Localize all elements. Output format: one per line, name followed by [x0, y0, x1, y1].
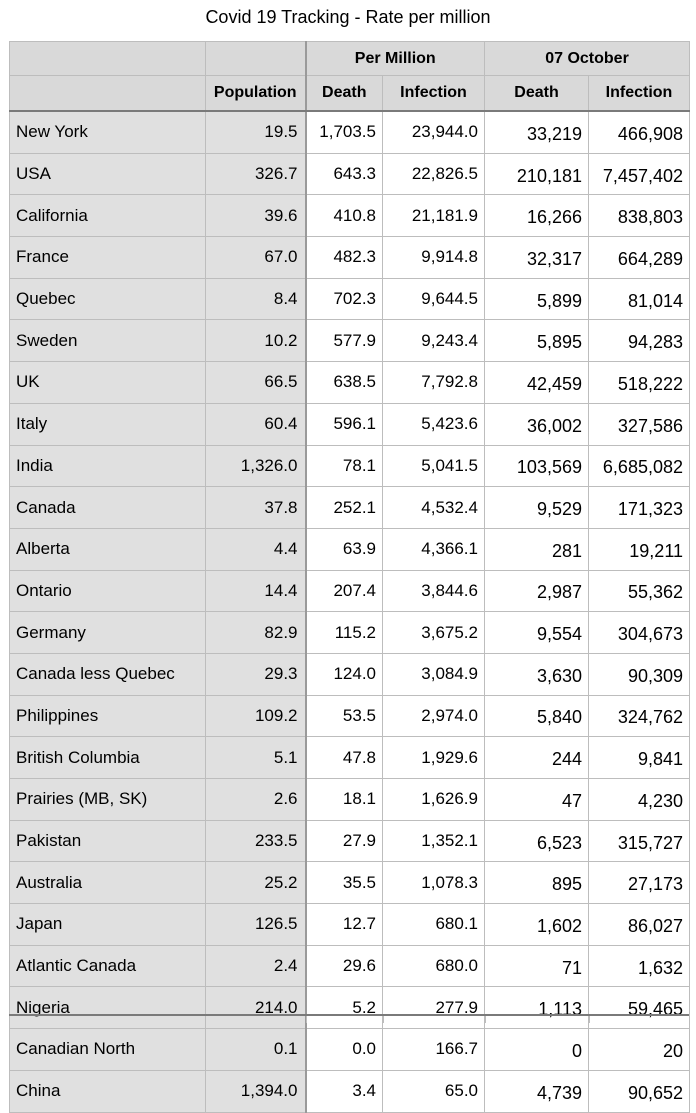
cell-population: 14.4 [206, 570, 306, 612]
cell-pm-death: 27.9 [306, 820, 383, 862]
cell-population: 25.2 [206, 862, 306, 904]
cell-pm-death: 0.0 [306, 1029, 383, 1071]
cell-oct-death: 244 [485, 737, 589, 779]
cell-population: 8.4 [206, 278, 306, 320]
cell-region-name: Canada less Quebec [10, 653, 206, 695]
cell-oct-death: 16,266 [485, 195, 589, 237]
header-group-per-million: Per Million [306, 42, 485, 76]
table-body [10, 111, 690, 1112]
cell-oct-infection: 315,727 [589, 820, 690, 862]
cell-pm-death: 207.4 [306, 570, 383, 612]
cell-pm-infection: 4,532.4 [383, 487, 485, 529]
table-row [10, 904, 690, 946]
cell-oct-infection: 7,457,402 [589, 153, 690, 195]
cell-oct-death: 4,739 [485, 1070, 589, 1112]
table-row [10, 820, 690, 862]
cell-oct-infection: 81,014 [589, 278, 690, 320]
table-row [10, 695, 690, 737]
cell-population: 37.8 [206, 487, 306, 529]
cell-oct-infection: 324,762 [589, 695, 690, 737]
table-border-tail [589, 1016, 590, 1023]
table-row [10, 403, 690, 445]
cell-population: 39.6 [206, 195, 306, 237]
table-row [10, 987, 690, 1029]
cell-pm-infection: 2,974.0 [383, 695, 485, 737]
table-border-tail [383, 1016, 384, 1023]
table-row [10, 737, 690, 779]
cell-region-name: Canadian North [10, 1029, 206, 1071]
cell-oct-death: 6,523 [485, 820, 589, 862]
table-bottom-border [9, 1014, 689, 1016]
table-row [10, 278, 690, 320]
cell-pm-infection: 5,423.6 [383, 403, 485, 445]
cell-oct-death: 103,569 [485, 445, 589, 487]
cell-region-name: Atlantic Canada [10, 945, 206, 987]
cell-pm-death: 638.5 [306, 362, 383, 404]
cell-region-name: Australia [10, 862, 206, 904]
cell-population: 60.4 [206, 403, 306, 445]
cell-population: 109.2 [206, 695, 306, 737]
cell-oct-infection: 1,632 [589, 945, 690, 987]
cell-pm-death: 78.1 [306, 445, 383, 487]
cell-oct-infection: 664,289 [589, 237, 690, 279]
cell-oct-death: 9,554 [485, 612, 589, 654]
cell-pm-infection: 1,626.9 [383, 779, 485, 821]
cell-pm-death: 12.7 [306, 904, 383, 946]
cell-pm-death: 643.3 [306, 153, 383, 195]
covid-rate-table [9, 41, 690, 1113]
cell-pm-infection: 3,675.2 [383, 612, 485, 654]
cell-oct-death: 895 [485, 862, 589, 904]
cell-pm-death: 18.1 [306, 779, 383, 821]
cell-population: 82.9 [206, 612, 306, 654]
table-border-tail [306, 1016, 307, 1023]
cell-pm-infection: 680.1 [383, 904, 485, 946]
table-row [10, 153, 690, 195]
cell-region-name: Nigeria [10, 987, 206, 1029]
table-row [10, 570, 690, 612]
cell-oct-death: 281 [485, 528, 589, 570]
cell-region-name: India [10, 445, 206, 487]
cell-pm-death: 35.5 [306, 862, 383, 904]
cell-pm-death: 410.8 [306, 195, 383, 237]
cell-pm-infection: 22,826.5 [383, 153, 485, 195]
cell-pm-death: 3.4 [306, 1070, 383, 1112]
cell-oct-death: 47 [485, 779, 589, 821]
cell-pm-death: 596.1 [306, 403, 383, 445]
cell-region-name: USA [10, 153, 206, 195]
cell-region-name: Canada [10, 487, 206, 529]
cell-oct-death: 1,113 [485, 987, 589, 1029]
cell-population: 5.1 [206, 737, 306, 779]
cell-oct-infection: 20 [589, 1029, 690, 1071]
cell-oct-infection: 90,652 [589, 1070, 690, 1112]
header-pm-death: Death [306, 76, 383, 112]
cell-oct-infection: 55,362 [589, 570, 690, 612]
cell-pm-death: 29.6 [306, 945, 383, 987]
header-blank-cell [10, 76, 206, 112]
cell-pm-death: 702.3 [306, 278, 383, 320]
cell-region-name: Japan [10, 904, 206, 946]
header-oct-death: Death [485, 76, 589, 112]
cell-population: 10.2 [206, 320, 306, 362]
cell-population: 0.1 [206, 1029, 306, 1071]
cell-oct-death: 0 [485, 1029, 589, 1071]
cell-population: 233.5 [206, 820, 306, 862]
cell-oct-death: 71 [485, 945, 589, 987]
table-row [10, 1070, 690, 1112]
cell-population: 214.0 [206, 987, 306, 1029]
table-border-tail [485, 1016, 486, 1023]
table-row [10, 653, 690, 695]
cell-pm-death: 577.9 [306, 320, 383, 362]
cell-pm-infection: 277.9 [383, 987, 485, 1029]
cell-oct-death: 32,317 [485, 237, 589, 279]
cell-population: 29.3 [206, 653, 306, 695]
table-row [10, 362, 690, 404]
cell-pm-infection: 166.7 [383, 1029, 485, 1071]
cell-region-name: Pakistan [10, 820, 206, 862]
cell-region-name: Quebec [10, 278, 206, 320]
table-row [10, 320, 690, 362]
cell-population: 67.0 [206, 237, 306, 279]
table-row [10, 528, 690, 570]
cell-region-name: California [10, 195, 206, 237]
cell-oct-infection: 6,685,082 [589, 445, 690, 487]
cell-oct-infection: 327,586 [589, 403, 690, 445]
cell-pm-infection: 21,181.9 [383, 195, 485, 237]
page-title: Covid 19 Tracking - Rate per million [205, 7, 491, 27]
header-row-groups [10, 42, 690, 76]
table-row [10, 945, 690, 987]
cell-pm-death: 252.1 [306, 487, 383, 529]
cell-pm-death: 124.0 [306, 653, 383, 695]
cell-population: 326.7 [206, 153, 306, 195]
cell-region-name: France [10, 237, 206, 279]
cell-population: 19.5 [206, 111, 306, 153]
cell-oct-infection: 4,230 [589, 779, 690, 821]
cell-pm-infection: 3,844.6 [383, 570, 485, 612]
cell-oct-infection: 94,283 [589, 320, 690, 362]
cell-pm-infection: 9,644.5 [383, 278, 485, 320]
cell-oct-death: 3,630 [485, 653, 589, 695]
table-row [10, 445, 690, 487]
cell-pm-death: 115.2 [306, 612, 383, 654]
cell-region-name: China [10, 1070, 206, 1112]
cell-oct-infection: 19,211 [589, 528, 690, 570]
cell-oct-infection: 27,173 [589, 862, 690, 904]
header-blank-cell [206, 42, 306, 76]
table-row [10, 612, 690, 654]
cell-oct-death: 5,895 [485, 320, 589, 362]
cell-oct-infection: 86,027 [589, 904, 690, 946]
cell-pm-death: 47.8 [306, 737, 383, 779]
cell-region-name: Ontario [10, 570, 206, 612]
table-row [10, 111, 690, 153]
cell-population: 4.4 [206, 528, 306, 570]
cell-oct-death: 2,987 [485, 570, 589, 612]
cell-region-name: New York [10, 111, 206, 153]
cell-oct-infection: 838,803 [589, 195, 690, 237]
cell-oct-infection: 171,323 [589, 487, 690, 529]
cell-population: 2.4 [206, 945, 306, 987]
header-blank-cell [10, 42, 206, 76]
cell-region-name: British Columbia [10, 737, 206, 779]
header-oct-infection: Infection [589, 76, 690, 112]
cell-pm-infection: 4,366.1 [383, 528, 485, 570]
cell-region-name: Prairies (MB, SK) [10, 779, 206, 821]
cell-oct-infection: 9,841 [589, 737, 690, 779]
cell-pm-infection: 680.0 [383, 945, 485, 987]
cell-oct-death: 5,840 [485, 695, 589, 737]
table-border-tail [205, 1016, 206, 1023]
cell-oct-death: 1,602 [485, 904, 589, 946]
cell-pm-infection: 65.0 [383, 1070, 485, 1112]
cell-oct-death: 42,459 [485, 362, 589, 404]
cell-region-name: Sweden [10, 320, 206, 362]
table-row [10, 862, 690, 904]
cell-pm-infection: 3,084.9 [383, 653, 485, 695]
cell-region-name: UK [10, 362, 206, 404]
header-population: Population [206, 76, 306, 112]
cell-oct-death: 36,002 [485, 403, 589, 445]
table-row [10, 237, 690, 279]
cell-oct-infection: 518,222 [589, 362, 690, 404]
table-row [10, 487, 690, 529]
cell-pm-infection: 9,914.8 [383, 237, 485, 279]
cell-population: 1,326.0 [206, 445, 306, 487]
header-group-07-october: 07 October [485, 42, 690, 76]
cell-oct-infection: 304,673 [589, 612, 690, 654]
cell-population: 2.6 [206, 779, 306, 821]
cell-region-name: Philippines [10, 695, 206, 737]
cell-oct-infection: 466,908 [589, 111, 690, 153]
cell-pm-death: 53.5 [306, 695, 383, 737]
cell-oct-death: 210,181 [485, 153, 589, 195]
cell-pm-infection: 1,352.1 [383, 820, 485, 862]
cell-oct-death: 5,899 [485, 278, 589, 320]
table-row [10, 195, 690, 237]
cell-pm-death: 5.2 [306, 987, 383, 1029]
cell-population: 66.5 [206, 362, 306, 404]
cell-region-name: Germany [10, 612, 206, 654]
header-row-columns [10, 76, 690, 112]
cell-pm-infection: 7,792.8 [383, 362, 485, 404]
cell-region-name: Italy [10, 403, 206, 445]
cell-oct-death: 9,529 [485, 487, 589, 529]
cell-oct-infection: 90,309 [589, 653, 690, 695]
cell-pm-death: 482.3 [306, 237, 383, 279]
cell-pm-infection: 5,041.5 [383, 445, 485, 487]
cell-region-name: Alberta [10, 528, 206, 570]
cell-oct-infection: 59,465 [589, 987, 690, 1029]
table-row [10, 779, 690, 821]
cell-population: 126.5 [206, 904, 306, 946]
cell-oct-death: 33,219 [485, 111, 589, 153]
cell-pm-infection: 1,929.6 [383, 737, 485, 779]
cell-pm-death: 63.9 [306, 528, 383, 570]
cell-pm-infection: 23,944.0 [383, 111, 485, 153]
cell-pm-death: 1,703.5 [306, 111, 383, 153]
table-row [10, 1029, 690, 1071]
cell-pm-infection: 9,243.4 [383, 320, 485, 362]
cell-population: 1,394.0 [206, 1070, 306, 1112]
cell-pm-infection: 1,078.3 [383, 862, 485, 904]
header-pm-infection: Infection [383, 76, 485, 112]
